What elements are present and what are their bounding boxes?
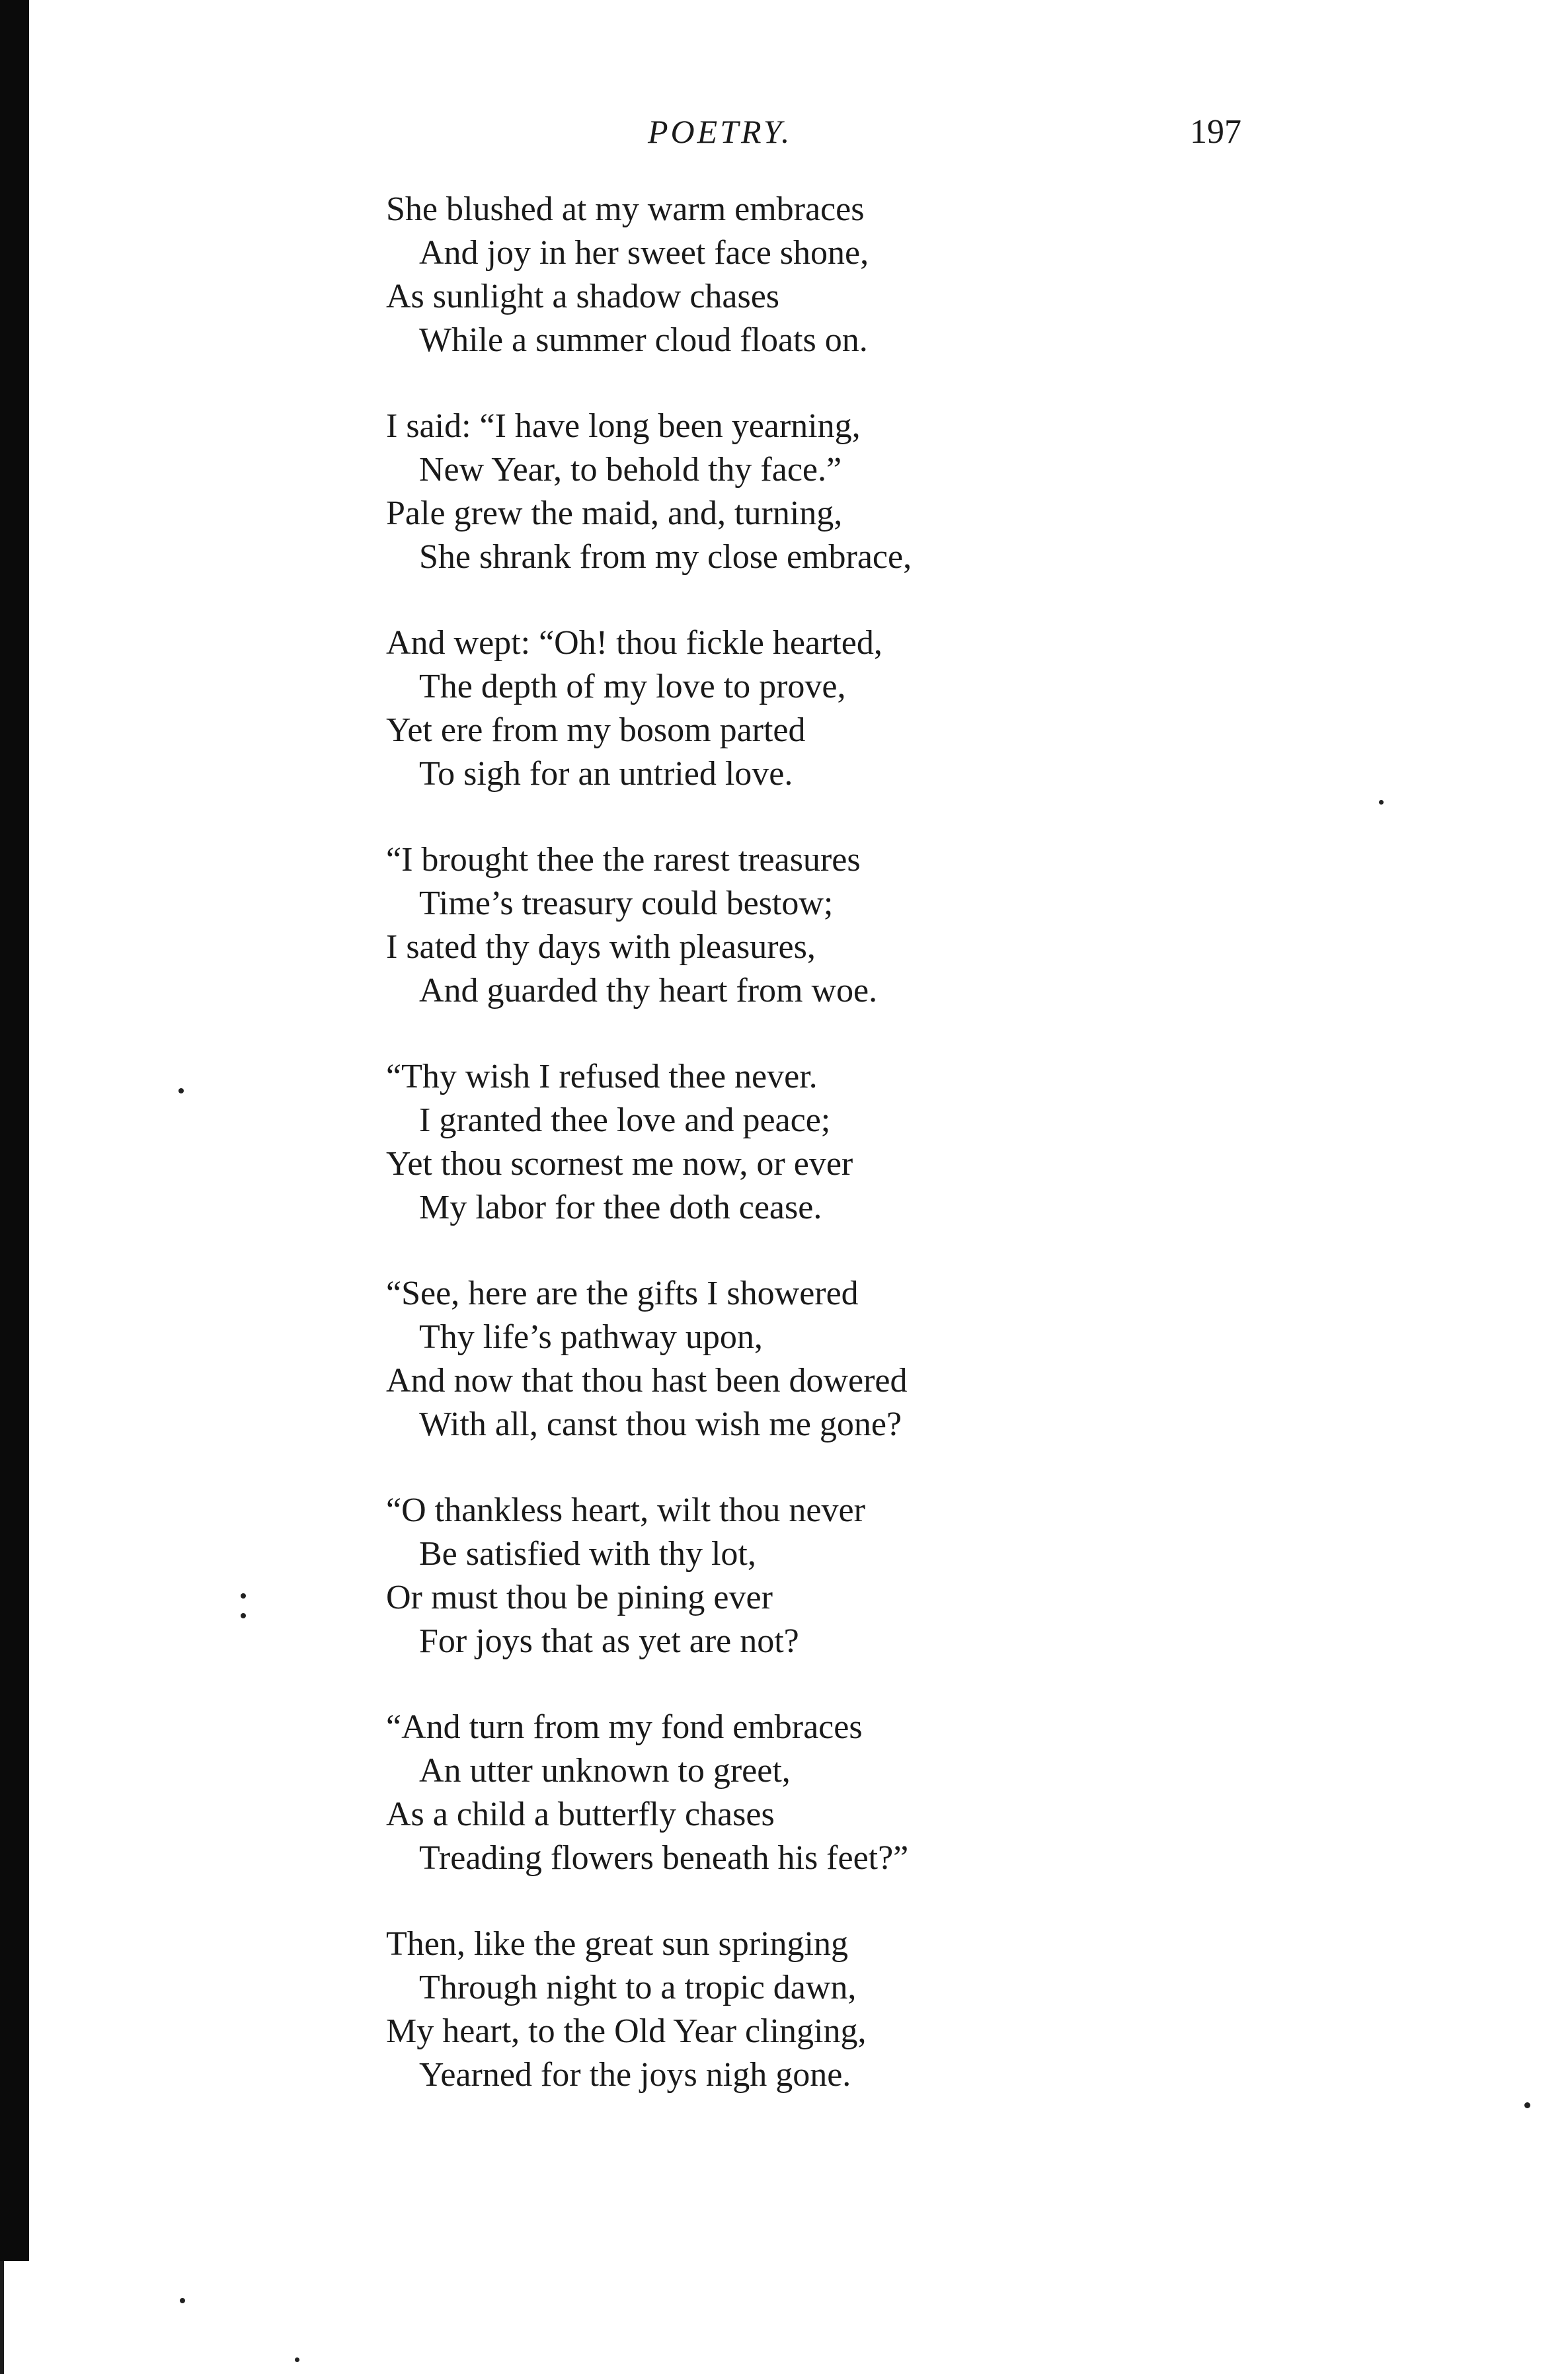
poem-line: My labor for thee doth cease. bbox=[419, 1189, 822, 1226]
page-binding-edge-lower bbox=[0, 2261, 4, 2374]
poem-line: “I brought thee the rarest treasures bbox=[386, 841, 861, 879]
poem-line: And joy in her sweet face shone, bbox=[419, 234, 869, 272]
scan-speck bbox=[295, 2357, 299, 2362]
poem-line: And wept: “Oh! thou fickle hearted, bbox=[386, 624, 882, 662]
stanza bbox=[386, 1272, 1470, 1446]
poem-line: Yearned for the joys nigh gone. bbox=[419, 2056, 851, 2094]
stanza bbox=[386, 1055, 1470, 1230]
page-binding-edge bbox=[0, 0, 29, 2261]
poem-line: Thy life’s pathway upon, bbox=[419, 1318, 763, 1356]
running-head: POETRY. bbox=[648, 113, 793, 150]
poem-line: Pale grew the maid, and, turning, bbox=[386, 495, 843, 532]
poem-line: Then, like the great sun springing bbox=[386, 1925, 848, 1963]
poem-line: Through night to a tropic dawn, bbox=[419, 1969, 857, 2006]
poem-line: And now that thou hast been dowered bbox=[386, 1362, 908, 1400]
stanza bbox=[386, 838, 1470, 1013]
poem-line: “And turn from my fond embraces bbox=[386, 1708, 863, 1746]
poem-line: Or must thou be pining ever bbox=[386, 1579, 773, 1616]
poem-line: An utter unknown to greet, bbox=[419, 1752, 791, 1790]
scan-speck bbox=[241, 1613, 246, 1618]
stanza bbox=[386, 1706, 1470, 1880]
poem-line: I said: “I have long been yearning, bbox=[386, 407, 861, 445]
poem-line: I sated thy days with pleasures, bbox=[386, 928, 816, 966]
poem-line: And guarded thy heart from woe. bbox=[419, 972, 878, 1009]
poem-line: “Thy wish I refused thee never. bbox=[386, 1058, 818, 1095]
poem-line: As sunlight a shadow chases bbox=[386, 278, 780, 315]
poem-line: She blushed at my warm embraces bbox=[386, 190, 865, 228]
stanza bbox=[386, 1489, 1470, 1663]
poem bbox=[386, 188, 1470, 2139]
stanza bbox=[386, 1922, 1470, 2097]
stanza bbox=[386, 188, 1470, 362]
poem-line: Yet thou scornest me now, or ever bbox=[386, 1145, 853, 1183]
poem-line: To sigh for an untried love. bbox=[419, 755, 793, 793]
poem-line: Be satisfied with thy lot, bbox=[419, 1535, 756, 1573]
stanza bbox=[386, 621, 1470, 796]
page-number: 197 bbox=[1190, 113, 1241, 151]
poem-line: For joys that as yet are not? bbox=[419, 1622, 799, 1660]
poem-line: While a summer cloud floats on. bbox=[419, 321, 868, 359]
scan-speck bbox=[178, 1088, 184, 1093]
poem-line: I granted thee love and peace; bbox=[419, 1101, 831, 1139]
poem-line: Yet ere from my bosom parted bbox=[386, 711, 806, 749]
scan-speck bbox=[180, 2298, 185, 2303]
poem-line: Treading flowers beneath his feet?” bbox=[419, 1839, 909, 1877]
poem-line: New Year, to behold thy face.” bbox=[419, 451, 842, 489]
poem-line: With all, canst thou wish me gone? bbox=[419, 1405, 902, 1443]
scan-speck bbox=[241, 1593, 246, 1599]
poem-line: The depth of my love to prove, bbox=[419, 668, 846, 705]
poem-line: My heart, to the Old Year clinging, bbox=[386, 2012, 867, 2050]
poem-line: Time’s treasury could bestow; bbox=[419, 885, 834, 922]
poem-line: “O thankless heart, wilt thou never bbox=[386, 1491, 865, 1529]
scan-speck bbox=[1379, 800, 1384, 805]
scan-speck bbox=[1524, 2102, 1530, 2108]
stanza bbox=[386, 405, 1470, 579]
poem-line: “See, here are the gifts I showered bbox=[386, 1275, 859, 1312]
poem-line: As a child a butterfly chases bbox=[386, 1796, 775, 1833]
poem-line: She shrank from my close embrace, bbox=[419, 538, 912, 576]
